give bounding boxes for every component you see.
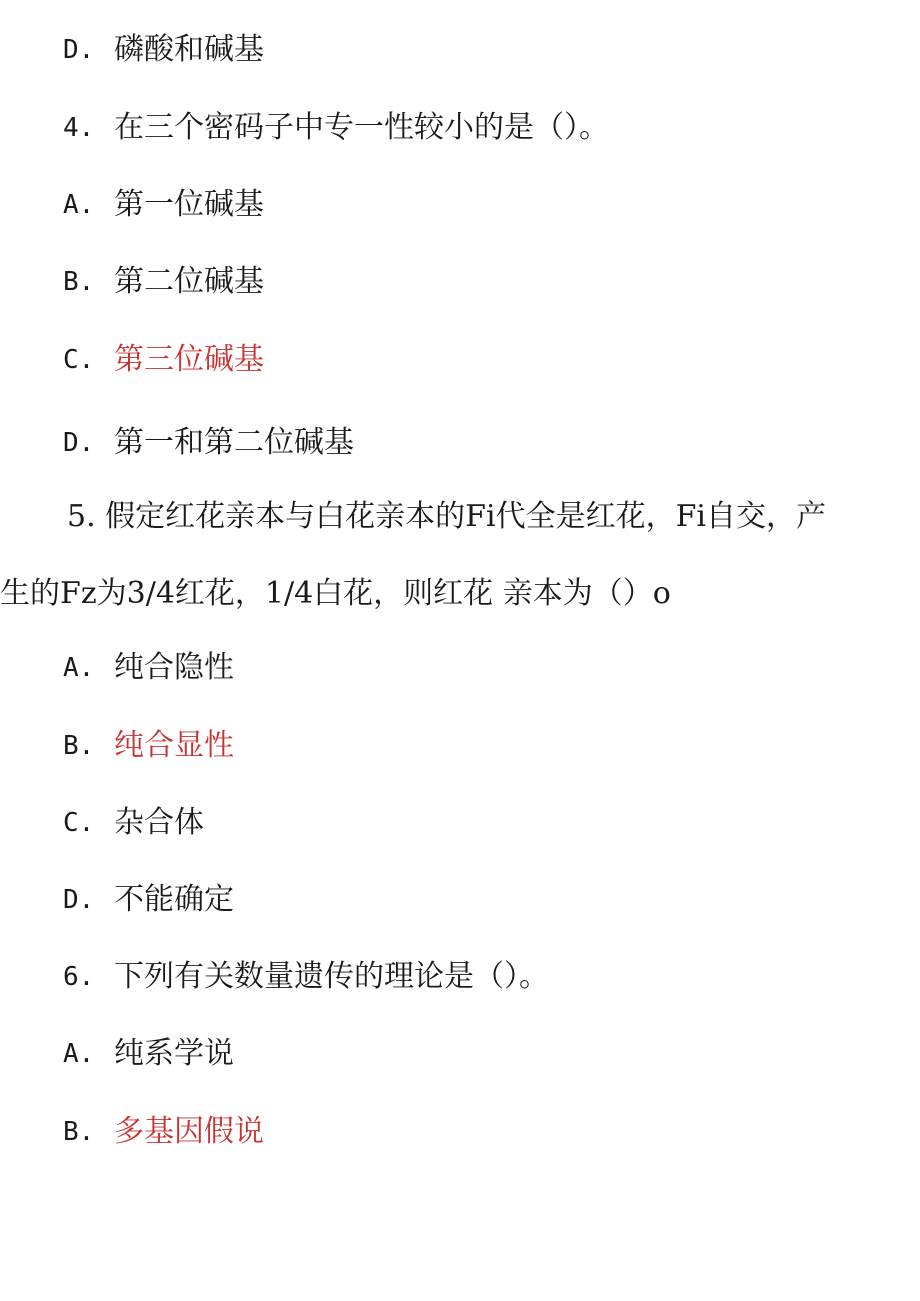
question-text-line-1: 5. 假定红花亲本与白花亲本的Fi代全是红花，Fi自交，产 (67, 499, 826, 534)
option-label: C. (63, 808, 95, 838)
question-number: 4. (63, 113, 95, 143)
option-label: C. (63, 345, 95, 375)
correct-answer-text: 纯合显性 (114, 728, 234, 763)
correct-answer-text: 第三位碱基 (114, 342, 264, 377)
correct-answer-text: 多基因假说 (114, 1114, 264, 1149)
option-label: D. (63, 35, 95, 65)
question-text: 在三个密码子中专一性较小的是（）。 (114, 110, 609, 145)
option-label: A. (63, 653, 95, 683)
option-label: B. (63, 267, 95, 297)
option-label: A. (63, 190, 95, 220)
option-label: D. (63, 885, 95, 915)
option-text: 纯系学说 (114, 1036, 234, 1071)
option-text: 纯合隐性 (114, 650, 234, 685)
option-label: A. (63, 1039, 95, 1069)
option-text: 第一位碱基 (114, 187, 264, 222)
option-text: 第二位碱基 (114, 264, 264, 299)
option-label: B. (63, 731, 95, 761)
option-text: 杂合体 (114, 805, 204, 840)
option-label: D. (63, 428, 95, 458)
option-label: B. (63, 1117, 95, 1147)
question-number: 6. (63, 962, 95, 992)
question-text: 下列有关数量遗传的理论是（）。 (114, 959, 549, 994)
option-text: 第一和第二位碱基 (114, 425, 354, 460)
option-text: 不能确定 (114, 882, 234, 917)
option-text: 磷酸和碱基 (114, 32, 264, 67)
question-text-line-2: 生的Fz为3/4红花，1/4白花，则红花 亲本为（）o (0, 576, 671, 611)
